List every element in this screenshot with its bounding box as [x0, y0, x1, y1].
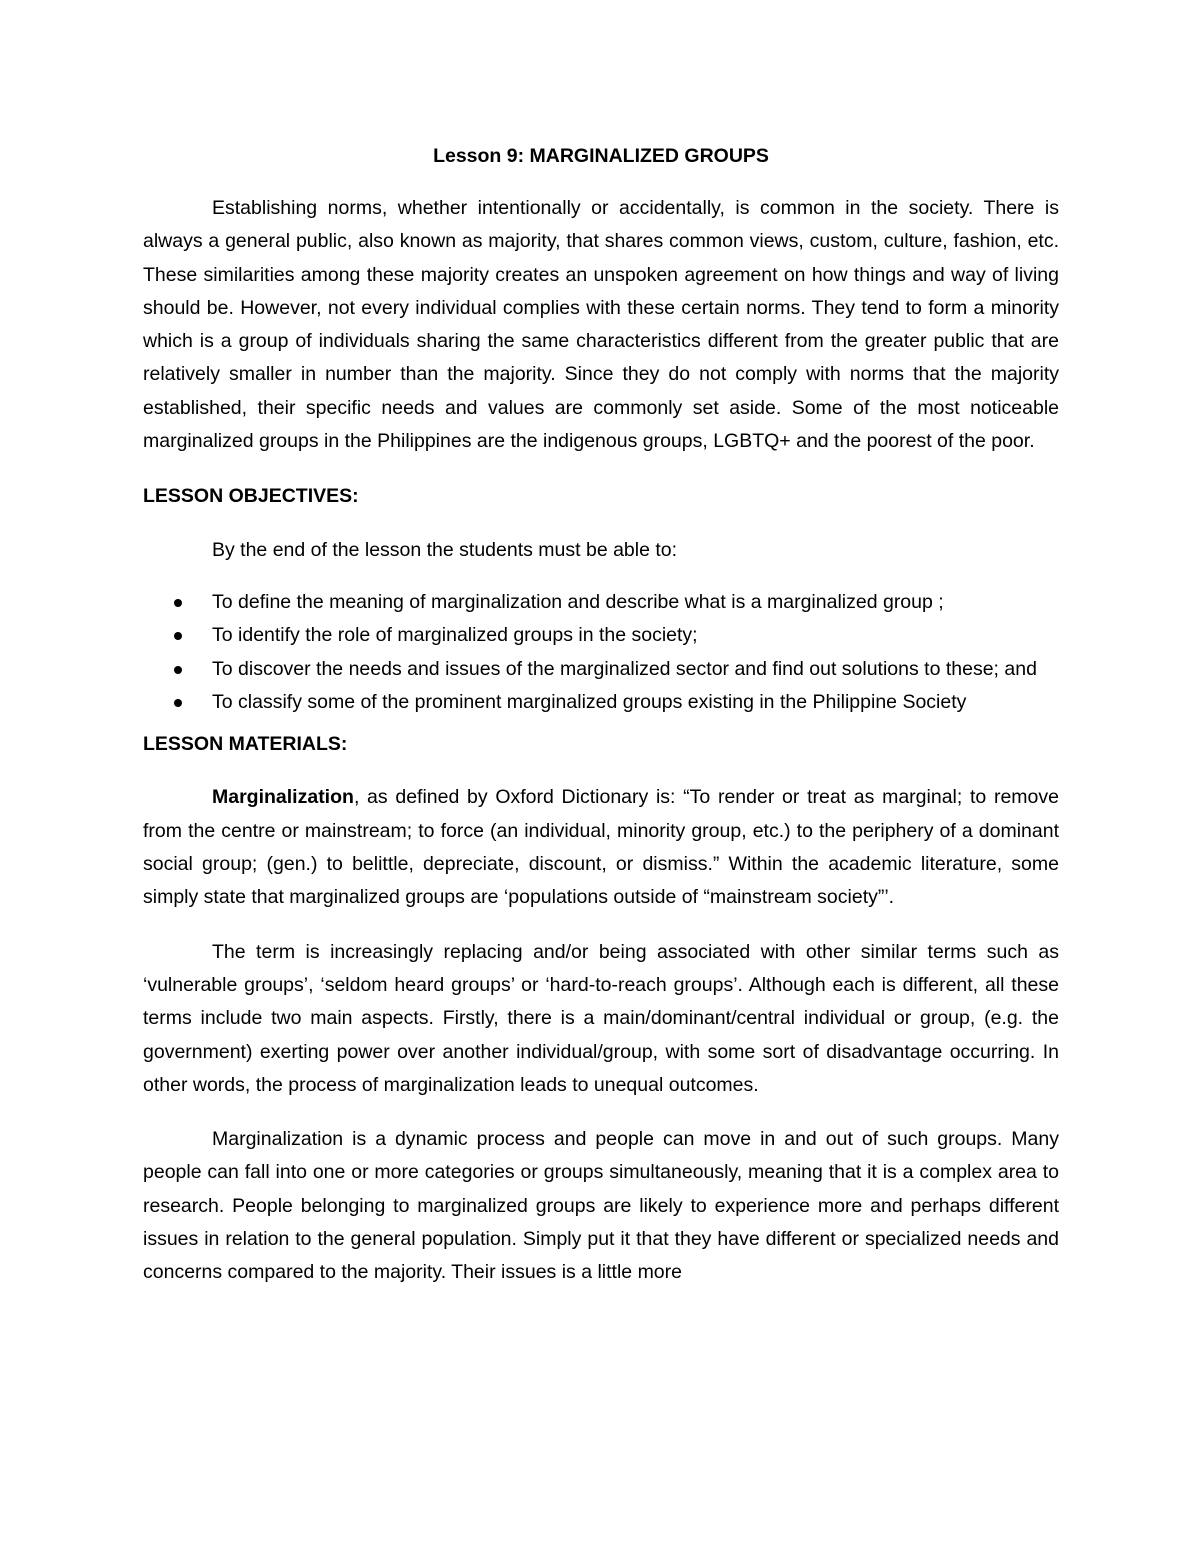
dynamic-paragraph: Marginalization is a dynamic process and people can move in and out of such groups. Many people can fall into one or more categories or groups simultaneously, meaning that it is a complex area to research. People belonging to marginalized groups are likely to experience more and perhaps different issues in relation to the general population. Simply put it that they have different or specialized needs and concerns compared to the majority. Their issues is a little more [143, 1128, 1059, 1284]
materials-heading: LESSON MATERIALS: [143, 733, 348, 756]
document-title: Lesson 9: MARGINALIZED GROUPS [433, 145, 769, 167]
objective-item [143, 686, 1059, 719]
intro-paragraph: Establishing norms, whether intentionally or accidentally, is common in the society. There is always a general public, also known as majority, that shares common views, custom, culture, fashion, etc. These similarities among these majority creates an unspoken agreement on how things and way of living should be. However, not every individual complies with these certain norms. They tend to form a minority which is a group of individuals sharing the same characteristics different from the greater public that are relatively smaller in number than the majority. Since they do not comply with norms that the majority established, their specific needs and values are commonly set aside. Some of the most noticeable marginalized groups in the Philippines are the indigenous groups, LGBTQ+ and the poorest of the poor. [143, 197, 1059, 453]
definition-text: , as defined by Oxford Dictionary is: “To render or treat as marginal; to remove from the centre or mainstream; to force (an individual, minority group, etc.) to the periphery of a dominant social group; (gen.) to belittle, depreciate, discount, or dismiss.” Within the academic literature, some simply state that marginalized groups are ‘populations outside of “mainstream society”’. [143, 786, 1059, 909]
objectives-intro: By the end of the lesson the students must be able to: [212, 538, 678, 561]
document-page [143, 140, 1059, 1290]
terms-paragraph: The term is increasingly replacing and/or being associated with other similar terms such as ‘vulnerable groups’, ‘seldom heard groups’ or ‘hard-to-reach groups’. Although each is different, all these terms include two main aspects. Firstly, there is a main/dominant/central individual or group, (e.g. the government) exerting power over another individual/group, with some sort of disadvantage occurring. In other words, the process of marginalization leads to unequal outcomes. [143, 940, 1059, 1096]
bullet-icon [174, 699, 182, 707]
bullet-icon [174, 666, 182, 674]
bullet-icon [174, 599, 182, 607]
objectives-heading: LESSON OBJECTIVES: [143, 485, 359, 508]
objective-text: To classify some of the prominent marginalized groups existing in the Philippine Society [212, 690, 967, 713]
objective-item [143, 619, 1059, 652]
objective-text: To discover the needs and issues of the marginalized sector and find out solutions to these; and [212, 657, 1037, 680]
objective-item [143, 586, 1059, 619]
objective-item [143, 653, 1059, 686]
objective-text: To define the meaning of marginalization and describe what is a marginalized group ; [212, 590, 944, 613]
objective-text: To identify the role of marginalized groups in the society; [212, 624, 698, 647]
definition-paragraph [143, 781, 1059, 914]
objectives-list [143, 586, 1059, 719]
definition-term: Marginalization [212, 786, 354, 809]
bullet-icon [174, 632, 182, 640]
